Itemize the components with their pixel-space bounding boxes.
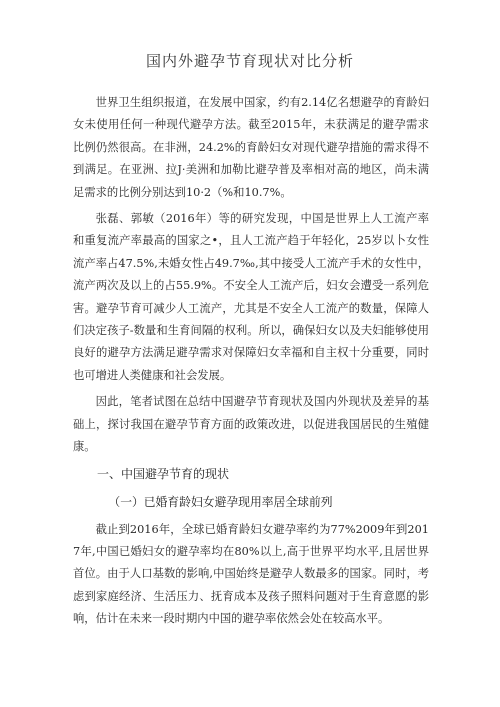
section-heading: 一、中国避孕节育的现状 [97,466,230,481]
document-title: 国内外避孕节育现状对比分析 [145,52,354,70]
document-body [73,92,429,635]
paragraph-who-report: 世界卫生组织报道，在发展中国家，约有2.14亿名想避孕的育龄妇女未使用任何一种现代避孕方法。截至2015年，未获满足的避孕需求比例仍然很高。在非洲，24.2%的育龄妇女对现代避孕措施的需求得不到满足。在亚洲、拉J·美洲和加勒比避孕普及率相对高的地区，尚未满足需求的比例分别达到10·2（%和10.7%。 [73,96,429,199]
paragraph-abortion-study: 张磊、郭敏（2016年）等的研究发现，中国是世界上人工流产率和重复流产率最高的国家之•，且人工流产趋于年轻化，25岁以卜女性流产率占47.5%,未婚女性占49.7‰,其中接受人工流产手术的女性中，流产两次及以上的占55.9%。不安全人工流产后，妇女会遭受一系列危害。避孕节育可减少人工流产，尤其是不安全人工流产的数量，保障人们决定孩子-数量和生育间隔的权利。所以，确保妇女以及夫妇能够使用良好的避孕方法满足避孕需求对保障妇女幸福和自主权十分重要，同时也可增进人类健康和社会发展。 [73,212,429,382]
subsection-heading: （一）已婚育龄妇女避孕现用率居全球前列 [108,494,333,509]
paragraph-contraception-rate: 截止到2016年，全球已婚育龄妇女避孕率约为77%2009年到2017年,中国已婚妇女的避孕率均在80%以上,高于世界平均水平,且居世界首位。由于人口基数的影响,中国始终是避孕人数最多的国家。同时，考虑到家庭经济、生活压力、抚育成本及孩子照料问题对于生育意愿的影响，估计在未来一段时期内中国的避孕率依然会处在较高水平。 [73,522,429,626]
paragraph-purpose: 因此，笔者试图在总结中国避孕节育现状及国内外现状及差异的基础上，探讨我国在避孕节育方面的政策改进，以促进我国居民的生殖健康。 [73,395,429,454]
